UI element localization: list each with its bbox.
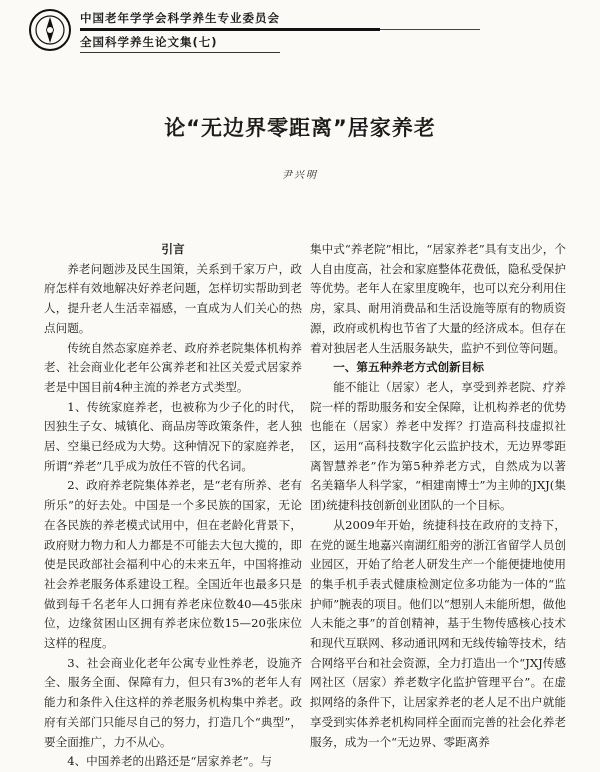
paragraph: 传统自然态家庭养老、政府养老院集体机构养老、社会商业化老年公寓养老和社区关爱式居家养老是中国目前4种主流的养老方式类型。	[44, 340, 302, 394]
header-underline	[80, 52, 280, 53]
paragraph: 3、社会商业化老年公寓专业性养老，设施齐全、服务全面、保障有力，但只有3%的老年人有能力和条件入住这样的养老服务机构集中养老。政府有关部门只能尽自己的努力，打造几个“典型”，要全面推广，力不从心。	[44, 655, 302, 749]
right-column	[310, 240, 566, 752]
collection-name: 全国科学养生论文集(七)	[80, 35, 218, 49]
article-title: 论“无边界零距离”居家养老	[164, 116, 436, 140]
paragraph: 4、中国养老的出路还是“居家养老”。与	[67, 754, 272, 769]
paragraph: 1、传统家庭养老，也被称为少子化的时代，因独生子女、城镇化、商品房等政策条件，老人独居、空巢已经成为大势。这种情况下的家庭养老，所谓“养老”几乎成为放任不管的代名词。	[44, 399, 302, 473]
author-name: 尹兴明	[282, 170, 318, 181]
paragraph: 养老问题涉及民生国策，关系到千家万户，政府怎样有效地解决好养老问题，怎样切实帮助到老人，提升老人生活幸福感，一直成为人们关心的热点问题。	[44, 261, 302, 335]
organization-name: 中国老年学学会科学养生专业委员会	[80, 11, 280, 25]
paragraph: 2、政府养老院集体养老，是“老有所养、老有所乐”的好去处。中国是一个多民族的国家，无论在各民族的养老模式试用中，但在老龄化背景下，政府财力物力和人力都是不可能去大包大揽的，即使是民政部社会福利中心的未来五年，中国将推动社会养老服务体系建设工程。全国近年也最多只是做到每千名老年人口拥有养老床位数40—45张床位，边缘贫困山区拥有养老床位数15—20张床位这样的程度。	[44, 478, 302, 651]
society-emblem-icon	[28, 8, 72, 52]
header-rule-thin	[380, 29, 480, 30]
section-heading-intro: 引言	[161, 242, 185, 256]
paragraph: 能不能让（居家）老人，享受到养老院、疗养院一样的帮助服务和安全保障，让机构养老的优势也能在（居家）养老中发挥？打造高科技虚拟社区，运用“高科技数字化云监护技术，无边界零距离智慧养老”作为第5种养老方式，自然成为以著名美籍华人科学家，“相建南博士”为主帅的JXJ(集团)统捷科技创新创业团队的一个目标。	[310, 379, 566, 513]
paragraph-continuation: 集中式“养老院”相比，“居家养老”具有支出少，个人自由度高，社会和家庭整体花费低，隐私受保护等优势。老年人在家里度晚年，也可以充分利用住房，家具、耐用消费品和生活设施等原有的物质资源，政府或机构也节省了大量的经济成本。但存在着对独居老人生活服务缺失，监护不到位等问题。	[310, 242, 566, 355]
left-column	[44, 240, 302, 772]
paragraph: 从2009年开始，统捷科技在政府的支持下，在党的诞生地嘉兴南湖红船旁的浙江省留学人员创业园区，开始了给老人研发生产一个能便捷地使用的集手机手表式健康检测定位多功能为一体的“监护师”腕表的项目。他们以“想别人未能所想，做他人未能之事”的首创精神，基于生物传感核心技术和现代互联网、移动通讯网和无线传输等技术，结合网络平台和社会资源，全力打造出一个“JXJ传感网社区（居家）养老数字化监护管理平台”。在虚拟网络的条件下，让居家养老的老人足不出户就能享受到实体养老机构同样全面而完善的社会化养老服务，成为一个“无边界、零距离养	[310, 517, 566, 749]
header-rule	[80, 28, 380, 31]
running-header	[28, 6, 588, 58]
subsection-heading: 一、第五种养老方式创新目标	[333, 360, 484, 375]
